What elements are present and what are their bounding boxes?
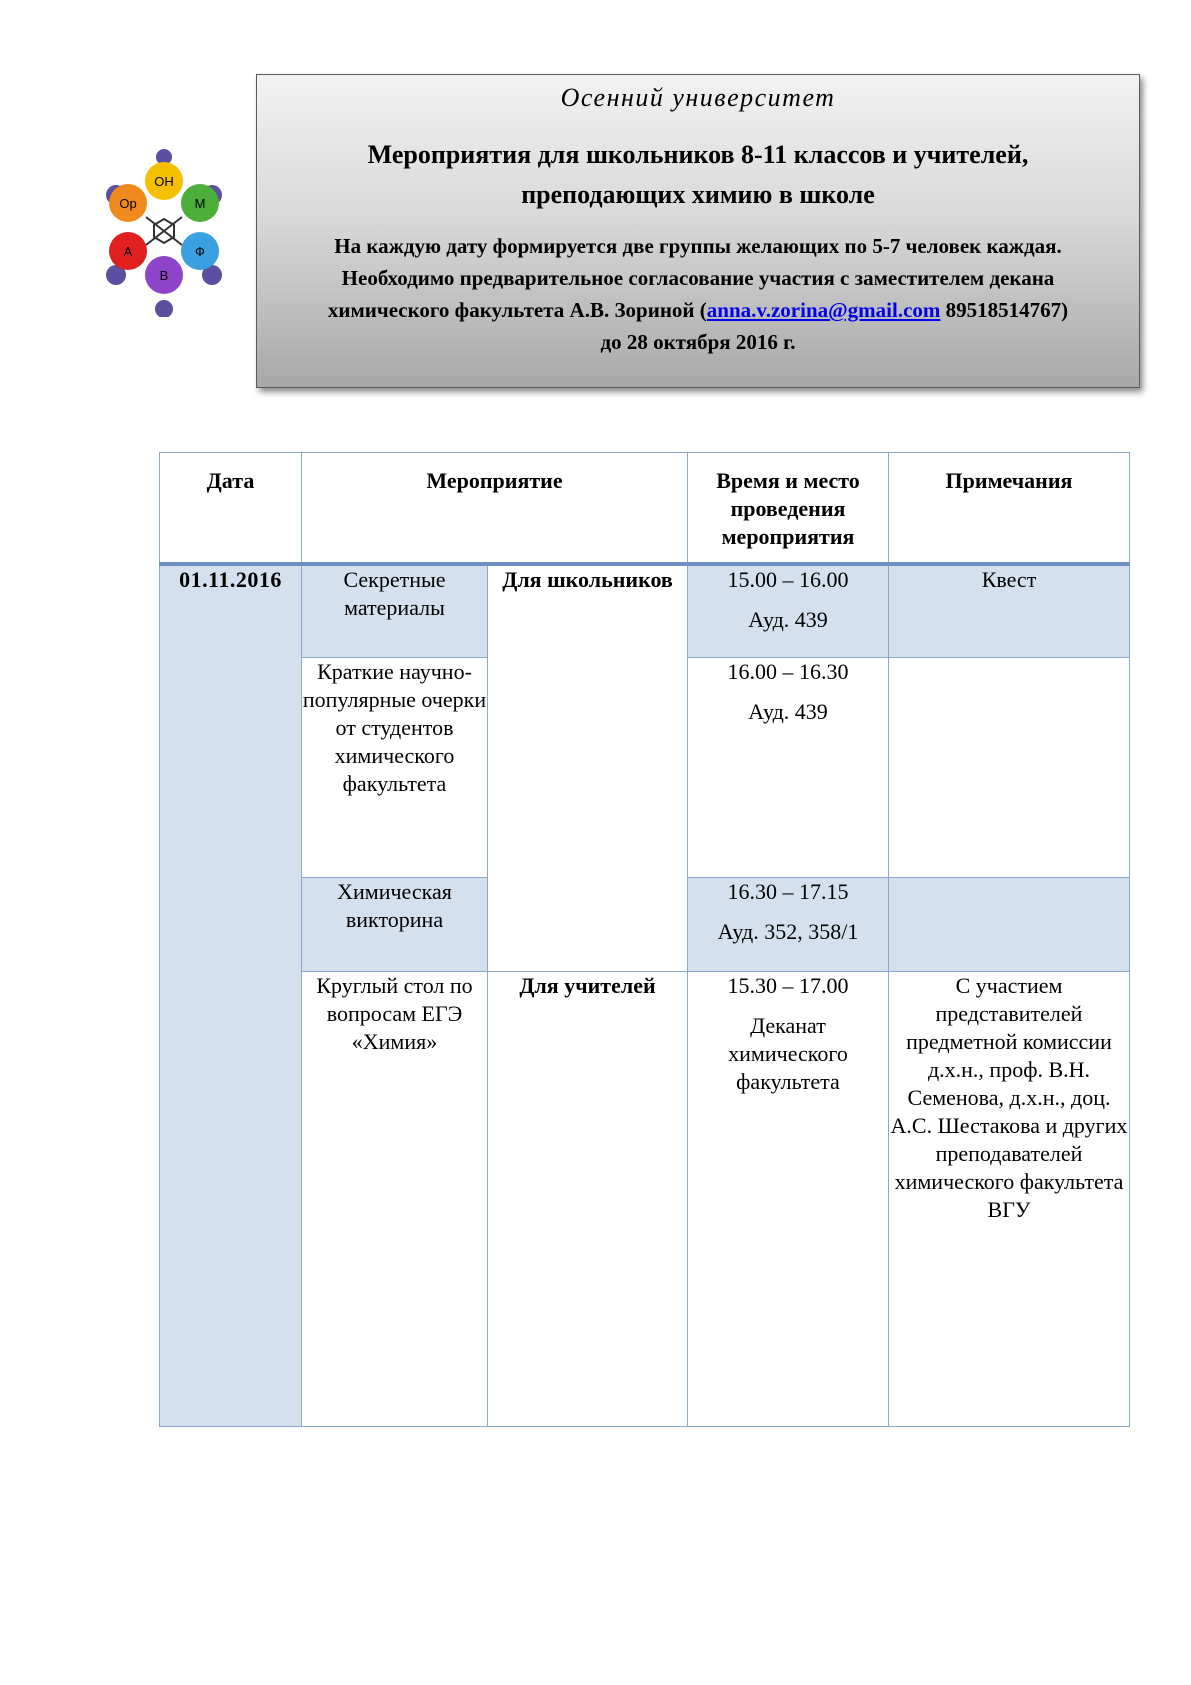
header-note-line4: до 28 октября 2016 г. — [600, 330, 796, 354]
header-event: Мероприятие — [302, 453, 688, 564]
time-place-cell — [688, 878, 889, 972]
time-text: 15.00 – 16.00 — [727, 566, 849, 592]
place-text: Ауд. 439 — [748, 606, 828, 632]
logo-label-f: Ф — [195, 244, 205, 259]
event-cell: Секретные материалы — [302, 564, 488, 658]
note-cell: Квест — [889, 564, 1130, 658]
header-notes: Примечания — [889, 453, 1130, 564]
note-cell: С участием представителей предметной комиссии д.х.н., проф. В.Н. Семенова, д.х.н., доц. А.С. Шестакова и других преподавателей химического факультета ВГУ — [889, 972, 1130, 1427]
header-note-line1: На каждую дату формируется две группы желающих по 5-7 человек каждая. — [334, 234, 1062, 258]
time-text: 16.00 – 16.30 — [727, 659, 849, 684]
time-place-cell — [688, 564, 889, 658]
note-cell — [889, 658, 1130, 878]
event-cell: Краткие научно-популярные очерки от студентов химического факультета — [302, 658, 488, 878]
time-place-cell — [688, 972, 889, 1427]
header-time-place: Время и место проведения мероприятия — [688, 453, 889, 564]
date-cell: 01.11.2016 — [160, 564, 302, 1427]
schedule-table — [159, 452, 1130, 1427]
place-text: Ауд. 439 — [748, 699, 828, 724]
header-note — [267, 230, 1129, 358]
event-cell: Круглый стол по вопросам ЕГЭ «Химия» — [302, 972, 488, 1427]
note-cell — [889, 878, 1130, 972]
header-title — [277, 135, 1119, 215]
header-title-line2: преподающих химию в школе — [521, 180, 875, 209]
header-subtitle: Осенний университет — [560, 83, 836, 112]
group-teachers: Для учителей — [488, 972, 688, 1427]
logo-center-molecule — [146, 217, 182, 245]
time-place-cell — [688, 658, 889, 878]
chemistry-faculty-logo — [88, 147, 240, 317]
logo-label-oh: OH — [154, 174, 174, 189]
header-note-line3 — [267, 294, 1129, 326]
logo-label-op: Op — [119, 196, 137, 211]
logo-label-v: B — [159, 268, 169, 283]
header-date: Дата — [160, 453, 302, 564]
time-text: 15.30 – 17.00 — [727, 973, 849, 998]
table-row — [160, 564, 1130, 658]
event-cell: Химическая викторина — [302, 878, 488, 972]
header-title-line1: Мероприятия для школьников 8-11 классов и учителей, — [367, 140, 1029, 169]
logo-label-a: A — [123, 244, 133, 259]
place-text: Ауд. 352, 358/1 — [717, 919, 859, 944]
logo-label-m: M — [194, 196, 206, 211]
header-note-line3-post: 89518514767) — [940, 298, 1069, 322]
header-box — [256, 74, 1140, 388]
table-row — [160, 972, 1130, 1427]
header-note-line2: Необходимо предварительное согласование участия с заместителем декана — [341, 266, 1055, 290]
table-header-row — [160, 453, 1130, 564]
time-text: 16.30 – 17.15 — [727, 879, 849, 904]
email-link[interactable]: anna.v.zorina@gmail.com — [706, 298, 941, 322]
group-students: Для школьников — [488, 564, 688, 972]
header-note-line3-pre: химического факультета А.В. Зориной ( — [327, 298, 707, 322]
place-text: Деканат химического факультета — [728, 1013, 848, 1094]
